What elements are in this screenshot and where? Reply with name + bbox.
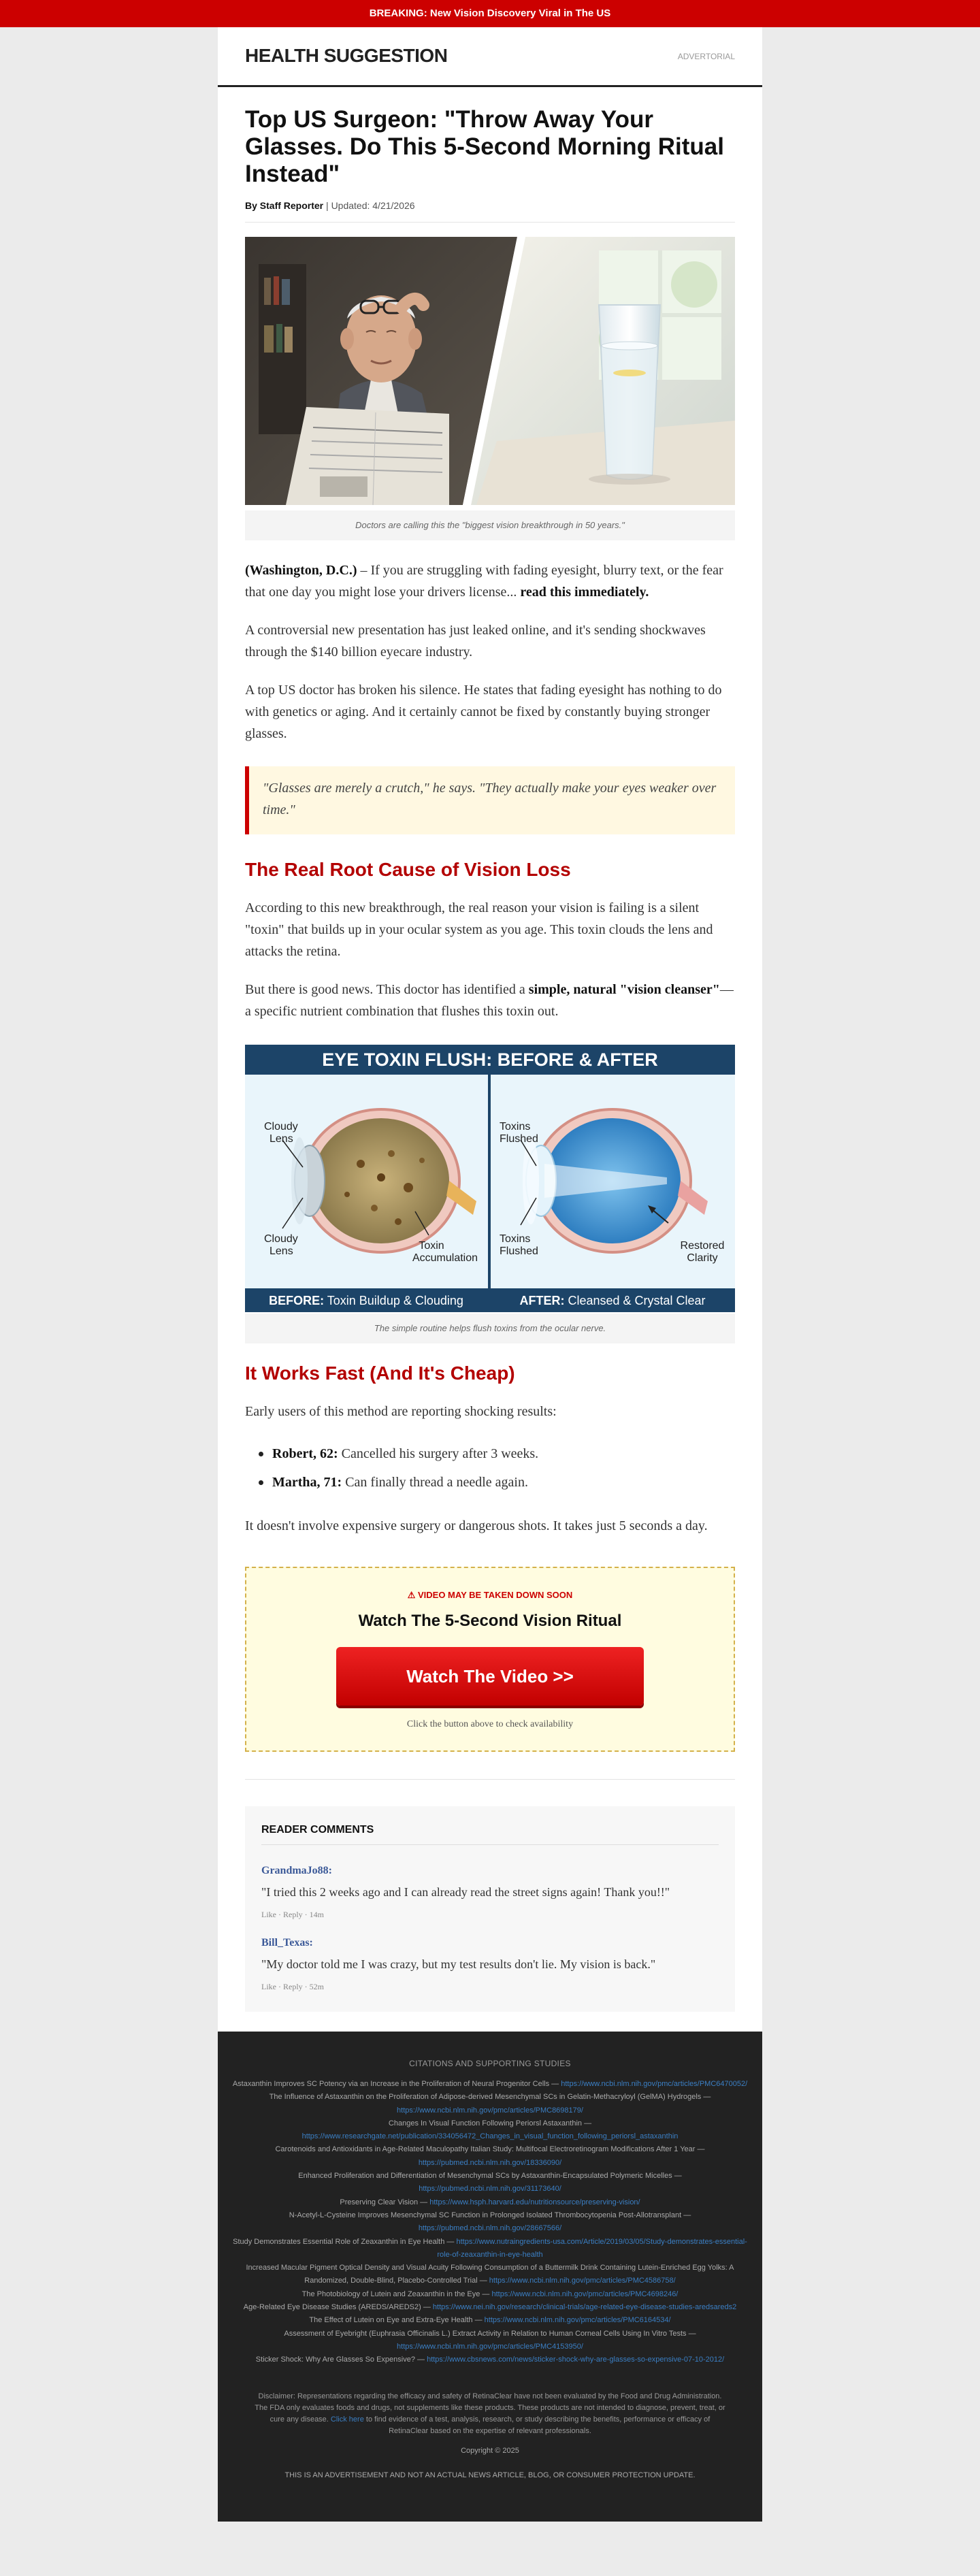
- intro-emphasis: read this immediately.: [520, 585, 649, 600]
- dateline: (Washington, D.C.): [245, 563, 357, 578]
- comment-text: "I tried this 2 weeks ago and I can already read the street signs again! Thank you!!": [261, 1885, 670, 1899]
- citations-list: [231, 2078, 749, 2367]
- list-item: [245, 1471, 735, 1493]
- citation-item: [231, 2353, 749, 2366]
- advertisement-notice: THIS IS AN ADVERTISEMENT AND NOT AN ACTUAL NEWS ARTICLE, BLOG, OR CONSUMER PROTECTION UPDATE.: [284, 2471, 696, 2479]
- comment-text: "My doctor told me I was crazy, but my test results don't lie. My vision is back.": [261, 1957, 656, 1971]
- citation-title: Increased Macular Pigment Optical Density and Visual Acuity Following Consumption of a Buttermilk Drink Containing Lutein-Enriched Egg Yolks: A Randomized, Double-Blind, Placebo-Controlled Trial —: [246, 2264, 734, 2285]
- citation-title: Sticker Shock: Why Are Glasses So Expensive? —: [255, 2355, 425, 2364]
- after-footer-label: AFTER:: [519, 1294, 565, 1307]
- citation-item: [231, 2314, 749, 2327]
- before-label-cloudy-lens-top: Cloudy: [264, 1121, 298, 1132]
- citation-link[interactable]: https://pubmed.ncbi.nlm.nih.gov/31173640/: [419, 2185, 561, 2194]
- citation-title: Preserving Clear Vision —: [340, 2198, 428, 2206]
- before-footer-text: Toxin Buildup & Clouding: [324, 1294, 463, 1307]
- citation-link[interactable]: https://www.cbsnews.com/news/sticker-shock-why-are-glasses-so-expensive-07-10-2012/: [427, 2355, 725, 2364]
- paragraph-cleanser: [245, 979, 735, 1022]
- before-footer: [269, 1294, 463, 1307]
- disclaimer-text-end: to find evidence of a test, analysis, research, or study describing the benefits, performance or efficacy of RetinaClear based on the expertise of relevant professionals.: [363, 2415, 710, 2435]
- paragraph-summary: It doesn't involve expensive surgery or dangerous shots. It takes just 5 seconds a day.: [245, 1518, 708, 1533]
- infographic-svg: [245, 1045, 735, 1312]
- citation-title: Age-Related Eye Disease Studies (AREDS/AREDS2) —: [243, 2303, 431, 2312]
- citation-item: [231, 2143, 749, 2170]
- comments-heading: READER COMMENTS: [261, 1824, 374, 1836]
- intro-text: – If you are struggling with fading eyesight, blurry text, or the fear that one day you might lose your drivers license...: [245, 563, 723, 600]
- testimonial-name: Martha, 71:: [272, 1475, 342, 1490]
- comment-username[interactable]: GrandmaJo88:: [261, 1865, 332, 1876]
- breaking-banner: BREAKING: New Vision Discovery Viral in The US: [0, 0, 980, 27]
- before-label-cloudy-lens-top-2: Lens: [270, 1133, 293, 1145]
- citation-link[interactable]: https://www.ncbi.nlm.nih.gov/pmc/articles/PMC4586758/: [489, 2277, 676, 2285]
- citation-item: [231, 2236, 749, 2262]
- citation-title: N-Acetyl-L-Cysteine Improves Mesenchymal SC Function in Prolonged Isolated Thrombocytopenia Post-Allotransplant —: [289, 2211, 691, 2219]
- paragraph-toxin: According to this new breakthrough, the real reason your vision is failing is a silent "toxin" that builds up in your ocular system as you age. This toxin clouds the lens and attacks the retina.: [245, 900, 713, 959]
- infographic-title: EYE TOXIN FLUSH: BEFORE & AFTER: [322, 1049, 658, 1070]
- citation-title: Assessment of Eyebright (Euphrasia Officinalis L.) Extract Activity in Relation to Human Corneal Cells Using In Vitro Tests —: [284, 2329, 696, 2338]
- before-label-toxin: Toxin: [419, 1240, 444, 1252]
- copyright: Copyright © 2025: [461, 2447, 519, 2455]
- citation-item: [231, 2262, 749, 2288]
- testimonial-name: Robert, 62:: [272, 1446, 338, 1461]
- citation-title: Carotenoids and Antioxidants in Age-Related Maculopathy Italian Study: Multifocal Electroretinogram Modifications After 1 Year —: [275, 2145, 705, 2154]
- citation-item: [231, 2301, 749, 2314]
- citation-link[interactable]: https://www.hsph.harvard.edu/nutritionsource/preserving-vision/: [429, 2198, 640, 2206]
- after-label-flushed-top: Flushed: [500, 1133, 538, 1145]
- citation-item: [231, 2288, 749, 2301]
- before-label-accumulation: Accumulation: [412, 1252, 478, 1264]
- paragraph-doctor: A top US doctor has broken his silence. He states that fading eyesight has nothing to do with genetics or aging. And it certainly cannot be fixed by constantly buying stronger glasses.: [245, 683, 722, 741]
- comment-actions[interactable]: Like · Reply · 14m: [261, 1910, 324, 1919]
- testimonial-text: Can finally thread a needle again.: [342, 1475, 528, 1490]
- citation-link[interactable]: https://pubmed.ncbi.nlm.nih.gov/28667566/: [418, 2224, 562, 2233]
- cta-box: [245, 1567, 735, 1752]
- before-after-infographic: [245, 1045, 735, 1312]
- citation-title: The Influence of Astaxanthin on the Proliferation of Adipose-derived Mesenchymal SCs in Gelatin-Methacryloyl (GelMA) Hydrogels —: [269, 2093, 711, 2102]
- hero-caption: Doctors are calling this the "biggest vision breakthrough in 50 years.": [245, 510, 735, 540]
- citation-title: The Photobiology of Lutein and Zeaxanthin in the Eye —: [301, 2289, 490, 2298]
- before-label-cloudy-lens-bottom: Cloudy: [264, 1233, 298, 1245]
- list-item: [245, 1443, 735, 1465]
- doctor-quote: "Glasses are merely a crutch," he says. "They actually make your eyes weaker over time.": [245, 766, 735, 834]
- divider: [245, 1779, 735, 1780]
- cta-note: Click the button above to check availability: [406, 1719, 574, 1729]
- citation-link[interactable]: https://www.researchgate.net/publication/334056472_Changes_in_visual_function_following_periorsl_astaxanthin: [301, 2132, 679, 2141]
- after-label-toxins-bottom: Toxins: [500, 1233, 531, 1245]
- takedown-warning: ⚠ VIDEO MAY BE TAKEN DOWN SOON: [407, 1590, 573, 1600]
- citation-link[interactable]: https://www.ncbi.nlm.nih.gov/pmc/articles/PMC4153950/: [397, 2342, 583, 2351]
- citation-item: [231, 2078, 749, 2091]
- disclaimer: [252, 2391, 728, 2437]
- after-label-toxins-top: Toxins: [500, 1121, 531, 1132]
- citation-item: [231, 2091, 749, 2117]
- cleanser-text-start: But there is good news. This doctor has identified a: [245, 982, 529, 997]
- divider: [245, 222, 735, 223]
- citation-title: Astaxanthin Improves SC Potency via an Increase in the Proliferation of Neural Progenitor Cells —: [232, 2080, 559, 2088]
- citation-link[interactable]: https://www.ncbi.nlm.nih.gov/pmc/articles/PMC8698179/: [397, 2106, 583, 2115]
- citation-item: [231, 2117, 749, 2144]
- masthead: [218, 27, 762, 87]
- citation-item: [231, 2170, 749, 2196]
- citation-link[interactable]: https://www.nutraingredients-usa.com/Article/2019/03/05/Study-demonstrates-essential-role-of-zeaxanthin-in-eye-health: [437, 2237, 747, 2259]
- before-label-cloudy-lens-bottom-2: Lens: [270, 1245, 293, 1257]
- paragraph-leak: A controversial new presentation has just leaked online, and it's sending shockwaves through the $140 billion eyecare industry.: [245, 623, 706, 659]
- divider: [261, 1844, 719, 1845]
- citation-item: [231, 2209, 749, 2236]
- citation-link[interactable]: https://www.ncbi.nlm.nih.gov/pmc/articles/PMC4698246/: [491, 2289, 679, 2298]
- reader-comments: [245, 1806, 735, 2012]
- citations-heading: CITATIONS AND SUPPORTING STUDIES: [409, 2059, 571, 2068]
- byline: [245, 200, 415, 211]
- testimonial-list: [245, 1443, 735, 1500]
- citation-title: Enhanced Proliferation and Differentiation of Mesenchymal SCs by Astaxanthin-Encapsulated Polymeric Micelles —: [298, 2172, 682, 2181]
- disclaimer-text: Disclaimer: Representations regarding the efficacy and safety of RetinaClear have not been evaluated by the Food and Drug Administration. The FDA only evaluates foods and drugs, not supplements like these products. These products are not intended to diagnose, prevent, treat, or cure any disease.: [255, 2392, 725, 2424]
- site-footer: [218, 2032, 762, 2522]
- site-brand[interactable]: HEALTH SUGGESTION: [245, 45, 448, 66]
- citation-link[interactable]: https://www.ncbi.nlm.nih.gov/pmc/articles/PMC6164534/: [484, 2316, 671, 2325]
- after-footer: [519, 1294, 705, 1307]
- testimonial-text: Cancelled his surgery after 3 weeks.: [338, 1446, 539, 1461]
- article-headline: Top US Surgeon: "Throw Away Your Glasses. Do This 5-Second Morning Ritual Instead": [245, 106, 724, 187]
- disclaimer-link[interactable]: Click here: [330, 2415, 364, 2424]
- after-label-clarity: Clarity: [687, 1252, 718, 1264]
- citation-link[interactable]: https://pubmed.ncbi.nlm.nih.gov/18336090/: [418, 2158, 562, 2167]
- after-label-flushed-bottom: Flushed: [500, 1245, 538, 1257]
- cleanser-text-end: —a specific nutrient combination that flushes this toxin out.: [245, 982, 734, 1019]
- after-label-restored: Restored: [680, 1240, 725, 1252]
- byline-author: By Staff Reporter: [245, 200, 324, 211]
- citation-item: [231, 2328, 749, 2354]
- paragraph-intro: [245, 559, 735, 603]
- citation-item: [231, 2196, 749, 2209]
- citation-link[interactable]: https://www.nei.nih.gov/research/clinical-trials/age-related-eye-disease-studies-aredsareds2: [432, 2303, 737, 2312]
- citation-title: Changes In Visual Function Following Periorsl Astaxanthin —: [388, 2119, 592, 2127]
- advertorial-tag: ADVERTORIAL: [677, 52, 735, 61]
- infographic-caption: The simple routine helps flush toxins from the ocular nerve.: [245, 1314, 735, 1343]
- citation-title: The Effect of Lutein on Eye and Extra-Eye Health —: [309, 2316, 483, 2325]
- hero-image: [245, 237, 735, 505]
- hero-illustration: [245, 237, 735, 505]
- citation-title: Study Demonstrates Essential Role of Zeaxanthin in Eye Health —: [233, 2237, 455, 2246]
- article-page: [218, 27, 762, 2032]
- byline-updated: Updated: 4/21/2026: [331, 200, 415, 211]
- comment-actions[interactable]: Like · Reply · 52m: [261, 1982, 324, 1991]
- citation-link[interactable]: https://www.ncbi.nlm.nih.gov/pmc/articles/PMC6470052/: [561, 2080, 748, 2088]
- cta-title: Watch The 5-Second Vision Ritual: [358, 1612, 622, 1630]
- byline-separator: |: [323, 200, 331, 211]
- before-footer-label: BEFORE:: [269, 1294, 325, 1307]
- comment-username[interactable]: Bill_Texas:: [261, 1937, 313, 1949]
- section-heading-works-fast: It Works Fast (And It's Cheap): [245, 1363, 515, 1384]
- cleanser-emphasis: simple, natural "vision cleanser": [528, 982, 720, 997]
- paragraph-results: Early users of this method are reporting shocking results:: [245, 1404, 557, 1419]
- section-heading-root-cause: The Real Root Cause of Vision Loss: [245, 859, 571, 880]
- watch-video-button[interactable]: Watch The Video >>: [336, 1647, 644, 1706]
- after-footer-text: Cleansed & Crystal Clear: [564, 1294, 706, 1307]
